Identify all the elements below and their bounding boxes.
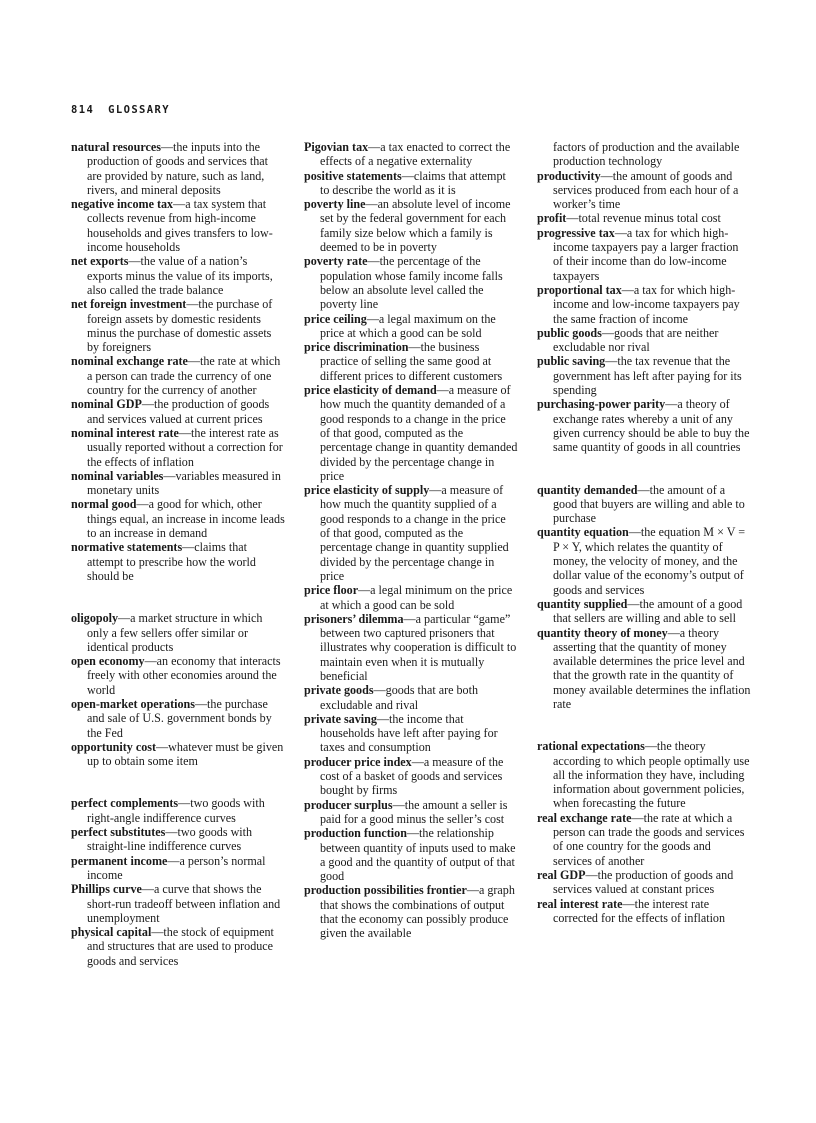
glossary-entry (304, 312, 518, 341)
glossary-definition: —the purchase of foreign assets by domestic residents minus the purchase of domestic assets by foreigners (87, 297, 273, 355)
glossary-term: Pigovian tax (304, 140, 369, 154)
glossary-definition: —the interest rate corrected for the effects of inflation (553, 896, 726, 925)
glossary-term: nominal variables (71, 468, 164, 483)
glossary-definition: —the rate at which a person can trade the goods and services of one country for the goods and services of another (553, 810, 745, 868)
glossary-definition: —goods that are both excludable and rival (320, 683, 479, 712)
glossary-entry (304, 340, 518, 383)
glossary-definition: —claims that attempt to describe the world as it is (320, 168, 506, 197)
glossary-definition: —the equation M × V = P × Y, which relates the quantity of money, the velocity of money, and the dollar value of the economy’s output of goods and services (553, 525, 746, 597)
glossary-definition: —goods that are neither excludable nor rival (553, 325, 719, 355)
glossary-entry (537, 140, 751, 169)
glossary-term: progressive tax (537, 225, 615, 240)
glossary-definition: —the interest rate as usually reported without a correction for the effects of inflation (87, 425, 283, 469)
glossary-definition: factors of production and the available production technology (553, 140, 740, 169)
glossary-definition: —an absolute level of income set by the federal government for each family size below which a family is deemed to be in poverty (320, 197, 511, 255)
glossary-term: real GDP (537, 867, 586, 882)
glossary-definition: —a person’s normal income (87, 853, 266, 882)
glossary-term: price discrimination (304, 340, 409, 355)
glossary-entry (537, 326, 751, 355)
glossary-entry (537, 739, 751, 810)
glossary-term: open economy (71, 654, 145, 669)
glossary-term: normative statements (71, 540, 183, 555)
glossary-term: poverty line (304, 197, 366, 212)
glossary-term: negative income tax (71, 197, 174, 212)
glossary-term: price ceiling (304, 311, 367, 326)
glossary-entry (71, 497, 285, 540)
letter-group (71, 140, 285, 583)
glossary-term: profit (537, 211, 567, 226)
page-number: 814 (71, 104, 95, 116)
glossary-column-2 (304, 140, 518, 941)
glossary-entry (537, 525, 751, 596)
glossary-term: nominal GDP (71, 397, 142, 412)
glossary-term: price elasticity of demand (304, 383, 437, 398)
glossary-term: real interest rate (537, 896, 623, 911)
glossary-definition: —the amount of goods and services produced from each hour of a worker’s time (553, 168, 739, 212)
glossary-term: rational expectations (537, 739, 645, 754)
glossary-term: oligopoly (71, 611, 119, 626)
glossary-term: producer price index (304, 754, 412, 769)
glossary-entry (537, 226, 751, 283)
glossary-entry (71, 854, 285, 883)
glossary-definition: —a legal maximum on the price at which a good can be sold (320, 311, 496, 340)
glossary-definition: —the value of a nation’s exports minus the value of its imports, also called the trade balance (87, 254, 273, 297)
glossary-definition: —two goods with straight-line indifference curves (87, 825, 253, 854)
glossary-entry (71, 354, 285, 397)
glossary-term: positive statements (304, 168, 402, 183)
glossary-term: Phillips curve (71, 882, 142, 897)
letter-group (537, 739, 751, 925)
glossary-term: private saving (304, 711, 377, 726)
glossary-definition: —claims that attempt to prescribe how the world should be (87, 540, 256, 583)
glossary-definition: —a tax enacted to correct the effects of a negative externality (320, 140, 511, 169)
glossary-definition: —the percentage of the population whose family income falls below an absolute level called the poverty line (320, 254, 503, 312)
glossary-definition: —total revenue minus total cost (566, 211, 721, 226)
glossary-entry (304, 254, 518, 311)
glossary-column-1 (71, 140, 285, 968)
letter-group (304, 140, 518, 941)
letter-group (71, 796, 285, 968)
glossary-term: quantity supplied (537, 596, 628, 611)
glossary-term: public saving (537, 354, 606, 369)
glossary-entry (304, 883, 518, 940)
glossary-definition: —the amount of a good that buyers are willing and able to purchase (553, 482, 745, 526)
glossary-term: production function (304, 826, 407, 841)
glossary-entry (71, 397, 285, 426)
glossary-definition: —the rate at which a person can trade the currency of one country for the currency of another (87, 354, 281, 398)
glossary-entry (304, 798, 518, 827)
glossary-definition: —a theory asserting that the quantity of money available determines the price level and that the growth rate in the quantity of money available determines the inflation rate (553, 625, 751, 711)
glossary-entry (71, 925, 285, 968)
glossary-entry (304, 483, 518, 583)
glossary-term: nominal interest rate (71, 425, 179, 440)
glossary-entry (537, 354, 751, 397)
glossary-entry (537, 397, 751, 454)
glossary-definition: —a measure of how much the quantity supplied of a good responds to a change in the price of that good, computed as the percentage change in quantity supplied divided by the percentage change in price (320, 483, 509, 583)
glossary-term: public goods (537, 325, 602, 340)
glossary-term: net exports (71, 254, 129, 269)
glossary-entry (537, 897, 751, 926)
glossary-term: quantity demanded (537, 482, 638, 497)
glossary-term: physical capital (71, 925, 152, 940)
glossary-entry (304, 712, 518, 755)
glossary-term: producer surplus (304, 797, 393, 812)
glossary-term: private goods (304, 683, 374, 698)
glossary-definition: —a curve that shows the short-run tradeoff between inflation and unemployment (87, 882, 281, 925)
glossary-entry (537, 483, 751, 526)
glossary-definition: —the amount a seller is paid for a good minus the seller’s cost (320, 797, 508, 826)
glossary-definition: —a measure of the cost of a basket of goods and services bought by firms (320, 754, 504, 798)
glossary-term: poverty rate (304, 254, 368, 269)
glossary-entry (537, 868, 751, 897)
glossary-entry (537, 169, 751, 212)
glossary-definition: —two goods with right-angle indifference curves (87, 796, 265, 825)
glossary-term: price floor (304, 583, 359, 598)
glossary-entry (537, 626, 751, 712)
glossary-definition: —the production of goods and services valued at constant prices (553, 867, 734, 897)
glossary-definition: —a legal minimum on the price at which a good can be sold (320, 583, 513, 612)
glossary-definition: —a tax system that collects revenue from high-income households and gives transfers to low-income households (87, 197, 273, 255)
glossary-term: permanent income (71, 853, 168, 868)
glossary-definition: —the inputs into the production of goods and services that are provided by nature, such as land, rivers, and mineral deposits (87, 140, 269, 197)
glossary-entry (304, 583, 518, 612)
glossary-term: production possibilities frontier (304, 883, 467, 898)
letter-group (71, 611, 285, 768)
letter-group (537, 483, 751, 712)
glossary-entry (537, 811, 751, 868)
glossary-term: proportional tax (537, 282, 622, 297)
glossary-definition: —a market structure in which only a few sellers offer similar or identical products (87, 611, 263, 654)
glossary-entry (71, 197, 285, 254)
glossary-definition: —a graph that shows the combinations of output that the economy can possibly produce given the available (320, 883, 515, 941)
glossary-entry (304, 169, 518, 198)
glossary-entry (71, 740, 285, 769)
glossary-entry (71, 297, 285, 354)
glossary-term: perfect complements (71, 796, 179, 811)
glossary-definition: —a tax for which high-income and low-income taxpayers pay the same fraction of income (553, 282, 740, 326)
glossary-term: quantity equation (537, 525, 629, 540)
glossary-term: real exchange rate (537, 810, 632, 825)
glossary-term: productivity (537, 168, 601, 183)
glossary-entry (71, 469, 285, 498)
glossary-definition: —the amount of a good that sellers are willing and able to sell (553, 596, 743, 626)
glossary-term: perfect substitutes (71, 825, 166, 840)
glossary-column-3 (537, 140, 751, 925)
glossary-definition: —the stock of equipment and structures that are used to produce goods and services (87, 925, 274, 968)
glossary-definition: —whatever must be given up to obtain some item (87, 739, 284, 769)
glossary-entry (537, 283, 751, 326)
glossary-definition: —a good for which, other things equal, an increase in income leads to an increase in demand (87, 497, 285, 541)
glossary-definition: —the relationship between quantity of inputs used to make a good and the quantity of output of that good (320, 826, 516, 884)
glossary-definition: —a measure of how much the quantity demanded of a good responds to a change in the price of that good, computed as the percentage change in quantity demanded divided by the percentage change in price (320, 383, 518, 483)
glossary-term: opportunity cost (71, 739, 156, 754)
glossary-definition: —the production of goods and services valued at current prices (87, 397, 270, 426)
glossary-entry (71, 825, 285, 854)
glossary-definition: —an economy that interacts freely with other economies around the world (87, 654, 281, 697)
glossary-definition: —the purchase and sale of U.S. government bonds by the Fed (87, 696, 272, 740)
glossary-definition: —the theory according to which people optimally use all the information they have, including information about government policies, when forecasting the future (553, 739, 750, 811)
glossary-term: prisoners’ dilemma (304, 611, 404, 626)
glossary-entry (304, 683, 518, 712)
letter-group (537, 140, 751, 455)
glossary-definition: —a theory of exchange rates whereby a unit of any given currency should be able to buy the same quantity of goods in all countries (553, 397, 750, 455)
glossary-term: natural resources (71, 140, 161, 154)
glossary-entry (304, 755, 518, 798)
glossary-term: price elasticity of supply (304, 483, 430, 498)
glossary-entry (71, 140, 285, 197)
glossary-term: open-market operations (71, 696, 195, 711)
glossary-entry (304, 383, 518, 483)
glossary-term: purchasing-power parity (537, 397, 666, 412)
glossary-entry (71, 697, 285, 740)
glossary-entry (537, 597, 751, 626)
glossary-entry (71, 540, 285, 583)
glossary-definition: —a particular “game” between two captured prisoners that illustrates why cooperation is difficult to maintain even when it is mutually beneficial (320, 611, 517, 683)
glossary-entry (71, 654, 285, 697)
glossary-entry (304, 140, 518, 169)
glossary-entry (304, 826, 518, 883)
glossary-definition: —the income that households have left after paying for taxes and consumption (320, 711, 498, 755)
glossary-definition: —the tax revenue that the government has left after paying for its spending (553, 354, 742, 398)
page-header (71, 104, 170, 116)
glossary-definition: —a tax for which high-income taxpayers pay a larger fraction of their income than do low-income taxpayers (553, 225, 739, 283)
glossary-entry (71, 611, 285, 654)
glossary-term: quantity theory of money (537, 625, 668, 640)
glossary-definition: —the business practice of selling the same good at different prices to different customers (320, 340, 503, 383)
glossary-entry (71, 796, 285, 825)
glossary-term: normal good (71, 497, 137, 512)
glossary-term: net foreign investment (71, 297, 187, 312)
glossary-entry (537, 211, 751, 225)
glossary-entry (304, 612, 518, 683)
glossary-definition: —variables measured in monetary units (87, 468, 281, 498)
section-title: GLOSSARY (108, 104, 170, 116)
glossary-entry (71, 882, 285, 925)
glossary-entry (71, 254, 285, 297)
glossary-entry (71, 426, 285, 469)
glossary-entry (304, 197, 518, 254)
glossary-term: nominal exchange rate (71, 354, 188, 369)
